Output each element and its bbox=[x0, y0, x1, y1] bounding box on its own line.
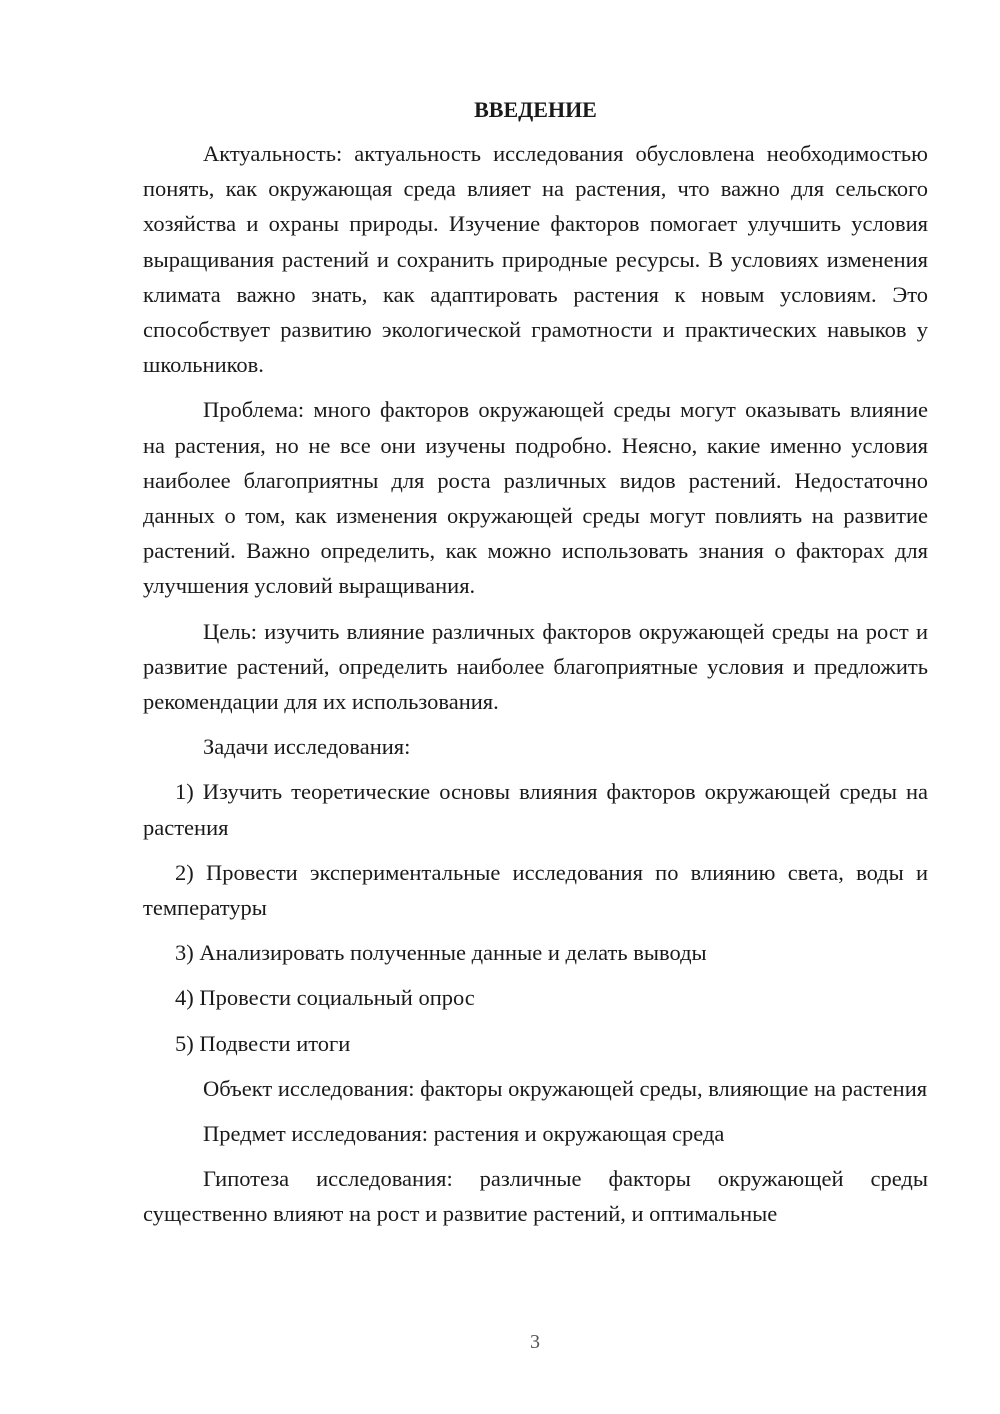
page-content bbox=[143, 94, 928, 1232]
paragraph-hypothesis: Гипотеза исследования: различные факторы окружающей среды существенно влияют на рост и развитие растений, и оптимальные bbox=[143, 1166, 928, 1227]
paragraph-problem: Проблема: много факторов окружающей среды могут оказывать влияние на растения, но не все они изучены подробно. Неясно, какие именно условия наиболее благоприятны для роста различных видов растений. Недостаточно данных о том, как изменения окружающей среды могут повлиять на развитие растений. Важно определить, как можно использовать знания о факторах для улучшения условий выращивания. bbox=[143, 397, 928, 599]
paragraph-subject: Предмет исследования: растения и окружающая среда bbox=[203, 1121, 725, 1147]
paragraph-object: Объект исследования: факторы окружающей среды, влияющие на растения bbox=[203, 1075, 928, 1101]
paragraph-goal: Цель: изучить влияние различных факторов окружающей среды на рост и развитие растений, определить наиболее благоприятные условия и предложить рекомендации для их использования. bbox=[143, 618, 928, 715]
paragraph-tasks-heading: Задачи исследования: bbox=[203, 734, 411, 760]
page-number: 3 bbox=[530, 1331, 540, 1353]
task-item: 1) Изучить теоретические основы влияния факторов окружающей среды на растения bbox=[143, 779, 928, 840]
task-item: 3) Анализировать полученные данные и делать выводы bbox=[175, 940, 707, 966]
section-title: ВВЕДЕНИЕ bbox=[474, 97, 597, 122]
task-item: 2) Провести экспериментальные исследования по влиянию света, воды и температуры bbox=[143, 859, 928, 921]
paragraph-relevance: Актуальность: актуальность исследования обусловлена необходимостью понять, как окружающая среда влияет на растения, что важно для сельского хозяйства и охраны природы. Изучение факторов помогает улучшить условия выращивания растений и сохранить природные ресурсы. В условиях изменения климата важно знать, как адаптировать растения к новым условиям. Это способствует развитию экологической грамотности и практических навыков у школьников. bbox=[143, 141, 928, 378]
task-item: 5) Подвести итоги bbox=[175, 1030, 351, 1056]
task-item: 4) Провести социальный опрос bbox=[175, 985, 475, 1011]
